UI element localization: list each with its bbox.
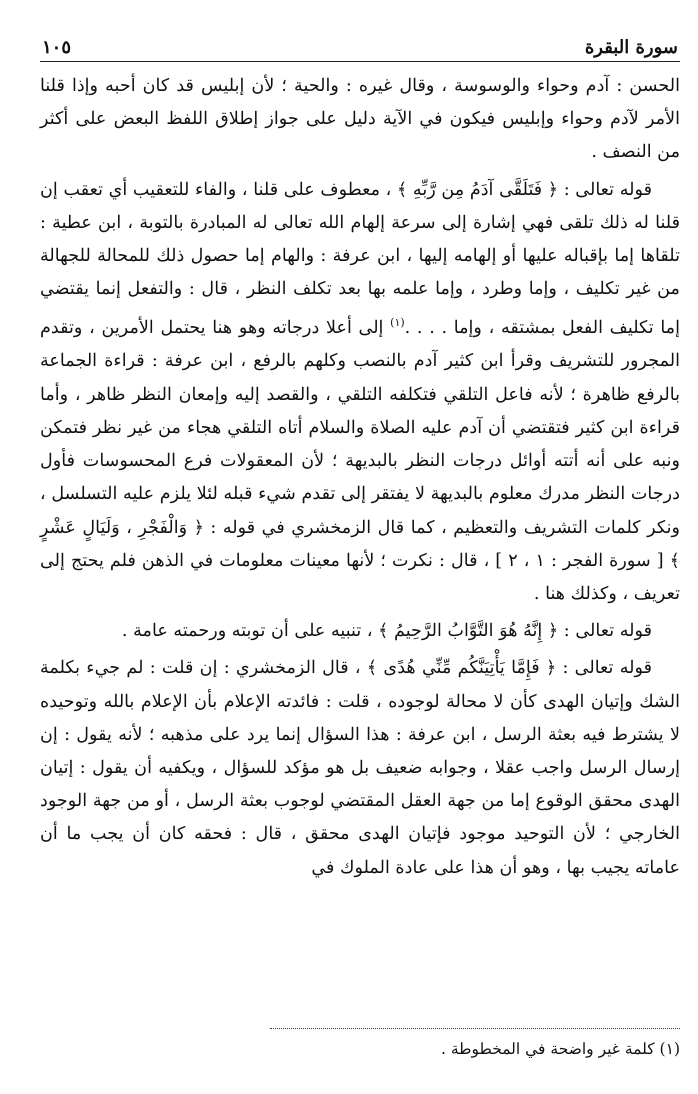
page-number: ١٠٥ — [42, 37, 72, 58]
footnote-reference[interactable]: (١) — [390, 316, 405, 330]
paragraph-1 — [40, 70, 680, 170]
running-header — [40, 28, 680, 62]
paragraph-text: الحسن : آدم وحواء والوسوسة ، وقال غيره : والحية ؛ لأن إبليس قد كان أحبه وإذا قلنا الأمر لآدم وحواء وإبليس فيكون في الآية دليل على جواز إطلاق اللفظ البعض على أكثر من النصف . — [40, 76, 680, 163]
paragraph-2 — [40, 174, 680, 612]
paragraph-4 — [40, 652, 680, 884]
book-page — [40, 28, 680, 1078]
paragraph-text: قوله تعالى : ﴿ فَإِمَّا يَأْتِيَنَّكُم مِّنِّي هُدًى ﴾ ، قال الزمخشري : إن قلت : لم جيء بكلمة الشك وإتيان الهدى كأن لا محالة لوجوده ، قلت : فائدته الإعلام بأن الإعلام بالله وتوحيده لا يشترط فيه بعثة الرسل ، ابن عرفة : هذا السؤال إنما يرد على مذهبه ؛ لأنه يقول : إن إرسال الرسل واجب عقلا ، وجوابه ضعيف بل هو مؤكد للسؤال ، ويكفيه أن يقول : إتيان الهدى محقق الوقوع إما من جهة العقل المقتضي لوجوب بعثة الرسل ، أو من جهة الوجود الخارجي ؛ لأن التوحيد موجود فإتيان الهدى محقق ، قال : فحقه كان أن يجب ما أن عاماته يجيب بها ، وهو أن هذا على عادة الملوك في — [40, 658, 680, 878]
main-text — [40, 70, 680, 885]
paragraph-3 — [40, 615, 680, 648]
surah-title: سورة البقرة — [584, 37, 678, 58]
paragraph-text-continued: إلى أعلا درجاته وهو هنا يحتمل الأمرين ، وتقدم المجرور للتشريف وقرأ ابن كثير آدم بالنصب وكلهم بالرفع ، ابن عرفة : قراءة الجماعة بالرفع ظاهرة ؛ لأنه فاعل التلقي فتكلفه التلقي ، والقصد إليه وإمعان النظر ظاهر ، وأما قراءة ابن كثير فتقتضي أن آدم عليه الصلاة والسلام أتاه التلقي هجاء من غير نظر فتمكن ونبه على أنه أتته أوائل درجات النظر بالبديهة ؛ لأن المعقولات فرع المحسوسات فأول درجات النظر مدرك معلوم بالبديهة لا يفتقر إلى تقدم شيء قبله لئلا يلزم عليه التسلسل ، ونكر كلمات التشريف والتعظيم ، كما قال الزمخشري في قوله : ﴿ وَالْفَجْرِ ، وَلَيَالٍ عَشْرٍ ﴾ [ سورة الفجر : ١ ، ٢ ] ، قال : نكرت ؛ لأنها معينات معلومات في الذهن فلم يحتج إلى تعريف ، وكذلك هنا . — [40, 318, 680, 604]
footnote-separator — [270, 1028, 680, 1029]
paragraph-text: قوله تعالى : ﴿ إِنَّهُ هُوَ التَّوَّابُ الرَّحِيمُ ﴾ ، تنبيه على أن توبته ورحمته عامة . — [121, 621, 652, 642]
paragraph-text: قوله تعالى : ﴿ فَتَلَقَّى آدَمُ مِن رَّبِّهِ ﴾ ، معطوف على قلنا ، والفاء للتعقيب أي تعقب إن قلنا له ذلك تلقى فهي إشارة إلى سرعة إلهام الله تعالى له المبادرة بالتوبة ، ابن عطية : تلقاها إما بإقباله عليها أو إلهامه إليها ، ابن عرفة : والهام إما حصول ذلك للمحالة للجهالة من غير تكليف ، وإما وطرد ، وإما علمه بها بعد تكلف النظر ، قال : والتفعل إنما يقتضي إما تكليف الفعل بمشتقه ، وإما . . . . — [40, 179, 680, 339]
footnote: (١) كلمة غير واضحة في المخطوطة . — [440, 1040, 680, 1058]
